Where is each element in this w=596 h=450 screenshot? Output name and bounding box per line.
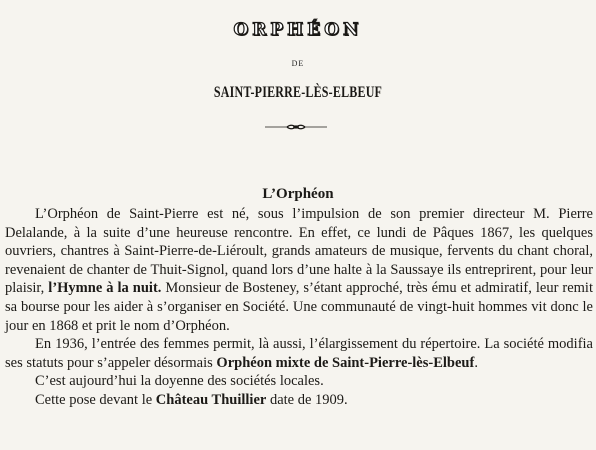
paragraph-2-text-a: En 1936, l’entrée des femmes permit, là aussi, l’élargissement du répertoire. La société modifia ses statuts pour s’appeler désormais xyxy=(5,336,593,371)
section-title: L’Orphéon xyxy=(262,186,334,202)
paragraph-4-text-a: Cette pose devant le xyxy=(35,391,156,408)
headline-preposition: DE xyxy=(291,59,305,68)
headline-title: ORPHÉON xyxy=(233,20,363,40)
paragraph-2-bold: Orphéon mixte de Saint-Pierre-lès-Elbeuf xyxy=(216,354,475,371)
paragraph-1-text-b: Monsieur de Bosteney, s’étant approché, très ému et admiratif, leur remit sa bourse pour les aider à s’organiser en Société. Une communauté de vingt-huit hommes vit donc le jour en 1868 et prit le nom d’Orphéon. xyxy=(5,280,593,334)
paragraph-1 xyxy=(5,205,593,335)
headline-place: SAINT-PIERRE-LÈS-ELBEUF xyxy=(213,82,383,102)
ornament-divider-icon xyxy=(265,122,327,132)
article-body xyxy=(5,205,593,410)
paragraph-3: C’est aujourd’hui la doyenne des sociétés locales. xyxy=(35,373,324,390)
paragraph-4-text-b: date de 1909. xyxy=(266,391,348,408)
paragraph-2-text-b: . xyxy=(474,354,478,371)
paragraph-4 xyxy=(5,391,593,410)
paragraph-2 xyxy=(5,335,593,372)
paragraph-1-text-a: L’Orphéon de Saint-Pierre est né, sous l’impulsion de son premier directeur M. Pierre Delalande, à la suite d’une heureuse rencontre. En effet, ce lundi de Pâques 1867, les quelques ouvriers, chantres à Saint-Pierre-de-Liéroult, grands amateurs de musique, fervents du chant choral, revenaient de chanter de Thuit-Signol, quand lors d’une halte à la Saussaye ils entreprirent, pour leur plaisir, xyxy=(5,206,593,297)
paragraph-4-bold: Château Thuillier xyxy=(155,391,267,408)
paragraph-1-bold: l’Hymne à la nuit. xyxy=(48,280,162,297)
